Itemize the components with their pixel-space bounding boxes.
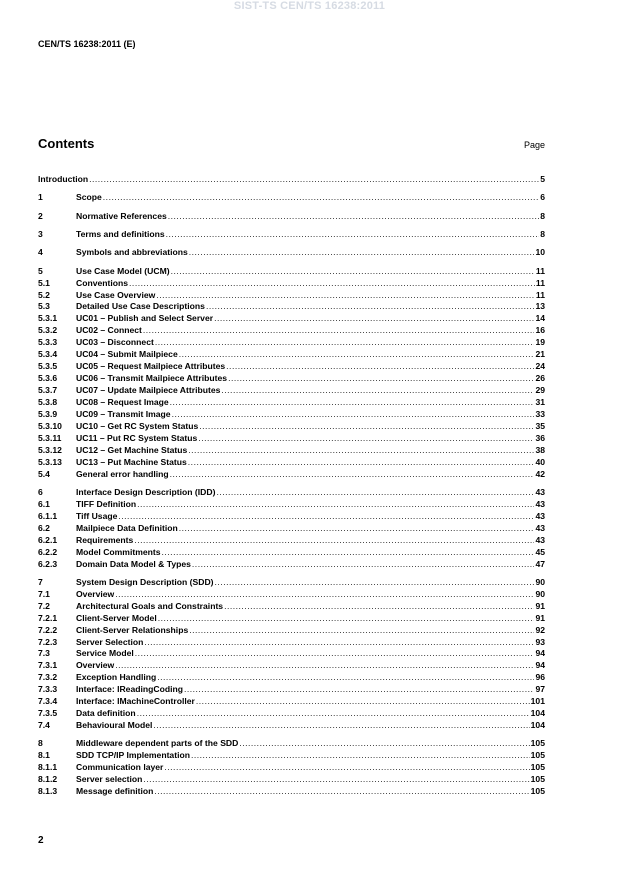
toc-entry[interactable]: [38, 433, 545, 445]
toc-entry[interactable]: [38, 409, 545, 421]
toc-entry-title: UC13 – Put Machine Status: [76, 456, 187, 467]
toc-entry-number: 5.3.10: [38, 420, 62, 431]
toc-entry-page: 96: [535, 672, 545, 683]
toc-entry-page: 45: [535, 546, 545, 557]
toc-entry-page: 36: [535, 432, 545, 443]
toc-entry-title: Use Case Model (UCM): [76, 265, 170, 276]
toc-dot-leader: [115, 589, 534, 601]
toc-dot-leader: [154, 786, 529, 798]
toc-entry-page: 104: [530, 720, 545, 731]
toc-dot-leader: [156, 290, 535, 302]
toc-entry[interactable]: [38, 247, 545, 259]
toc-entry-title: Architectural Goals and Constraints: [76, 600, 224, 611]
toc-entry-page: 10: [535, 247, 545, 258]
toc-entry-number: 5.3.5: [38, 361, 58, 372]
toc-entry[interactable]: [38, 535, 545, 547]
toc-entry-page: 43: [535, 498, 545, 509]
toc-dot-leader: [192, 559, 535, 571]
watermark: SIST-TS CEN/TS 16238:2011: [233, 0, 386, 12]
toc-entry-page: 43: [535, 534, 545, 545]
toc-entry[interactable]: [38, 325, 545, 337]
toc-entry[interactable]: [38, 301, 545, 313]
toc-entry-page: 29: [535, 385, 545, 396]
toc-entry[interactable]: [38, 696, 545, 708]
toc-entry-page: 38: [535, 444, 545, 455]
toc-entry-title: Tiff Usage: [76, 510, 118, 521]
toc-entry-title: Behavioural Model: [76, 720, 153, 731]
toc-entry-title: Client-Server Relationships: [76, 624, 189, 635]
toc-dot-leader: [179, 523, 535, 535]
toc-entry[interactable]: [38, 337, 545, 349]
toc-dot-leader: [226, 361, 534, 373]
toc-entry[interactable]: [38, 229, 545, 241]
toc-entry-title: Interface: IMachineController: [76, 696, 195, 707]
toc-entry-page: 33: [535, 408, 545, 419]
toc-entry-number: 7.3.3: [38, 684, 58, 695]
toc-entry-title: SDD TCP/IP Implementation: [76, 750, 190, 761]
toc-entry[interactable]: [38, 421, 545, 433]
toc-entry-page: 43: [535, 522, 545, 533]
page-number: 2: [38, 835, 44, 846]
toc-entry[interactable]: [38, 457, 545, 469]
toc-entry-page: 31: [535, 396, 545, 407]
toc-entry-title: Overview: [76, 660, 115, 671]
toc-entry[interactable]: [38, 266, 545, 278]
toc-dot-leader: [115, 660, 534, 672]
toc-entry[interactable]: [38, 589, 545, 601]
toc-entry[interactable]: [38, 684, 545, 696]
contents-title: Contents: [38, 136, 95, 151]
toc-entry-title: Service Model: [76, 648, 134, 659]
toc-entry-page: 105: [530, 750, 545, 761]
toc-entry-title: UC06 – Transmit Mailpiece Attributes: [76, 373, 228, 384]
toc-entry-page: 105: [530, 738, 545, 749]
toc-entry-number: 6.1: [38, 498, 50, 509]
toc-entry-number: 6.1.1: [38, 510, 58, 521]
toc-dot-leader: [214, 313, 534, 325]
toc-entry-number: 8.1: [38, 750, 50, 761]
toc-entry-title: Server Selection: [76, 636, 144, 647]
toc-entry[interactable]: [38, 601, 545, 613]
toc-entry-page: 92: [535, 624, 545, 635]
toc-entry-page: 105: [530, 774, 545, 785]
toc-entry-title: Client-Server Model: [76, 612, 157, 623]
toc-dot-leader: [153, 720, 529, 732]
toc-entry-title: Interface Design Description (IDD): [76, 486, 216, 497]
toc-entry-number: 1: [38, 192, 43, 203]
toc-entry-number: 8.1.2: [38, 774, 58, 785]
toc-dot-leader: [103, 192, 539, 204]
toc-entry[interactable]: [38, 349, 545, 361]
toc-entry[interactable]: [38, 559, 545, 571]
toc-entry-title: Message definition: [76, 786, 154, 797]
toc-entry[interactable]: [38, 738, 545, 750]
toc-entry-title: Use Case Overview: [76, 289, 156, 300]
toc-entry-title: Interface: IReadingCoding: [76, 684, 183, 695]
toc-entry[interactable]: [38, 487, 545, 499]
toc-entry-number: 5.3.12: [38, 444, 62, 455]
toc-entry-title: UC11 – Put RC System Status: [76, 432, 198, 443]
toc-dot-leader: [137, 499, 534, 511]
toc-entry[interactable]: [38, 511, 545, 523]
toc-dot-leader: [164, 762, 529, 774]
toc-entry-page: 35: [535, 420, 545, 431]
toc-entry-page: 26: [535, 373, 545, 384]
toc-entry-number: 6: [38, 486, 43, 497]
toc-dot-leader: [224, 601, 534, 613]
toc-dot-leader: [157, 672, 534, 684]
toc-entry-title: Symbols and abbreviations: [76, 247, 188, 258]
toc-entry-title: General error handling: [76, 468, 169, 479]
toc-dot-leader: [228, 373, 534, 385]
toc-entry-number: 7.3.2: [38, 672, 58, 683]
toc-entry-number: 5.3.4: [38, 349, 58, 360]
toc-entry-title: Normative References: [76, 210, 167, 221]
toc-entry-page: 19: [535, 337, 545, 348]
toc-entry-page: 43: [535, 510, 545, 521]
toc-entry-page: 91: [535, 600, 545, 611]
toc-entry-number: 6.2.3: [38, 558, 58, 569]
toc-dot-leader: [188, 457, 535, 469]
toc-entry[interactable]: [38, 613, 545, 625]
toc-dot-leader: [135, 648, 535, 660]
toc-entry-number: 5.2: [38, 289, 50, 300]
toc-entry-number: 8.1.1: [38, 762, 58, 773]
toc-entry[interactable]: [38, 660, 545, 672]
toc-entry-page: 6: [540, 192, 545, 203]
toc-dot-leader: [188, 445, 534, 457]
toc-entry[interactable]: [38, 361, 545, 373]
toc-entry-page: 91: [535, 612, 545, 623]
toc-entry-title: UC05 – Request Mailpiece Attributes: [76, 361, 226, 372]
toc-dot-leader: [172, 409, 535, 421]
toc-dot-leader: [221, 385, 534, 397]
toc-entry-page: 93: [535, 636, 545, 647]
toc-dot-leader: [189, 247, 535, 259]
toc-entry-title: Model Commitments: [76, 546, 161, 557]
toc-entry-title: Requirements: [76, 534, 134, 545]
toc-entry[interactable]: [38, 469, 545, 481]
toc-entry-number: 7.2.1: [38, 612, 58, 623]
toc-entry-page: 42: [535, 468, 545, 479]
toc-entry[interactable]: [38, 648, 545, 660]
toc-entry-page: 11: [535, 265, 545, 276]
toc-entry-title: UC12 – Get Machine Status: [76, 444, 188, 455]
toc-entry-number: 5.3.9: [38, 408, 58, 419]
toc-entry[interactable]: [38, 762, 545, 774]
toc-entry[interactable]: [38, 625, 545, 637]
toc-entry-number: 7.3.5: [38, 708, 58, 719]
toc-dot-leader: [196, 696, 530, 708]
toc-entry-number: 6.2: [38, 522, 50, 533]
toc-entry[interactable]: [38, 708, 545, 720]
toc-entry-page: 8: [540, 210, 545, 221]
toc-entry-number: 7.2.2: [38, 624, 58, 635]
toc-entry-page: 21: [535, 349, 545, 360]
toc-entry-page: 90: [535, 588, 545, 599]
toc-entry-title: Detailed Use Case Descriptions: [76, 301, 205, 312]
toc-entry-number: 7.1: [38, 588, 50, 599]
toc-entry-number: 5.3.7: [38, 385, 58, 396]
toc-entry-page: 101: [530, 696, 545, 707]
toc-entry-page: 104: [530, 708, 545, 719]
toc-dot-leader: [155, 337, 535, 349]
toc-entry-title: UC02 – Connect: [76, 325, 142, 336]
toc-entry-page: 94: [535, 660, 545, 671]
toc-dot-leader: [170, 397, 535, 409]
toc-entry-number: 5.3.13: [38, 456, 62, 467]
toc-entry[interactable]: [38, 577, 545, 589]
toc-entry-page: 11: [535, 277, 545, 288]
toc-entry[interactable]: [38, 720, 545, 732]
toc-dot-leader: [129, 278, 535, 290]
toc-entry-page: 5: [540, 174, 545, 184]
toc-entry-page: 94: [535, 648, 545, 659]
toc-entry-number: 4: [38, 247, 43, 258]
toc-dot-leader: [184, 684, 534, 696]
toc-dot-leader: [215, 577, 535, 589]
toc-entry-number: 7.4: [38, 720, 50, 731]
toc-dot-leader: [168, 211, 539, 223]
toc-entry-title: Overview: [76, 588, 115, 599]
toc-entry[interactable]: [38, 385, 545, 397]
toc-entry-page: 11: [535, 289, 545, 300]
toc-dot-leader: [216, 487, 534, 499]
toc-dot-leader: [198, 433, 534, 445]
toc-entry-number: 7.2: [38, 600, 50, 611]
toc-entry-page: 105: [530, 786, 545, 797]
toc-entry-number: 5.3.2: [38, 325, 58, 336]
toc-entry-number: 5.3: [38, 301, 50, 312]
toc-entry-page: 47: [535, 558, 545, 569]
toc-entry-page: 90: [535, 576, 545, 587]
toc-dot-leader: [143, 774, 529, 786]
toc-entry[interactable]: [38, 499, 545, 511]
toc-entry-title: Introduction: [38, 174, 89, 184]
table-of-contents: [38, 174, 545, 798]
toc-entry[interactable]: [38, 786, 545, 798]
toc-dot-leader: [118, 511, 534, 523]
toc-entry-title: Domain Data Model & Types: [76, 558, 191, 569]
toc-entry-number: 5.4: [38, 468, 50, 479]
toc-entry[interactable]: [38, 174, 545, 186]
toc-entry-title: Mailpiece Data Definition: [76, 522, 178, 533]
toc-entry-title: Exception Handling: [76, 672, 157, 683]
toc-entry[interactable]: [38, 774, 545, 786]
toc-entry-number: 6.2.2: [38, 546, 58, 557]
toc-entry-title: Conventions: [76, 277, 129, 288]
toc-entry-title: UC03 – Disconnect: [76, 337, 154, 348]
toc-entry[interactable]: [38, 313, 545, 325]
toc-entry-title: UC07 – Update Mailpiece Attributes: [76, 385, 221, 396]
toc-entry-title: Data definition: [76, 708, 136, 719]
toc-entry-page: 16: [535, 325, 545, 336]
toc-entry-number: 3: [38, 228, 43, 239]
toc-entry-number: 5.3.1: [38, 313, 58, 324]
page-column-label: Page: [523, 140, 545, 150]
toc-entry[interactable]: [38, 397, 545, 409]
toc-entry[interactable]: [38, 547, 545, 559]
toc-dot-leader: [171, 266, 535, 278]
toc-entry-number: 7.3: [38, 648, 50, 659]
toc-dot-leader: [191, 750, 530, 762]
toc-entry-title: System Design Description (SDD): [76, 576, 214, 587]
toc-dot-leader: [170, 469, 535, 481]
toc-dot-leader: [189, 625, 534, 637]
toc-entry[interactable]: [38, 373, 545, 385]
toc-entry-page: 24: [535, 361, 545, 372]
toc-entry-title: Middleware dependent parts of the SDD: [76, 738, 239, 749]
toc-entry-title: Terms and definitions: [76, 228, 165, 239]
toc-entry[interactable]: [38, 672, 545, 684]
toc-entry[interactable]: [38, 211, 545, 223]
toc-dot-leader: [143, 325, 535, 337]
toc-entry[interactable]: [38, 278, 545, 290]
toc-entry-title: TIFF Definition: [76, 498, 137, 509]
toc-dot-leader: [162, 547, 535, 559]
toc-entry-page: 8: [540, 228, 545, 239]
toc-entry-page: 40: [535, 456, 545, 467]
toc-entry-number: 6.2.1: [38, 534, 58, 545]
toc-dot-leader: [144, 637, 534, 649]
toc-entry-number: 7.3.1: [38, 660, 58, 671]
toc-dot-leader: [166, 229, 540, 241]
toc-dot-leader: [239, 738, 529, 750]
toc-entry-title: UC09 – Transmit Image: [76, 408, 171, 419]
toc-entry-title: UC01 – Publish and Select Server: [76, 313, 214, 324]
toc-entry-title: UC04 – Submit Mailpiece: [76, 349, 178, 360]
toc-entry-number: 5: [38, 265, 43, 276]
toc-entry-number: 5.3.6: [38, 373, 58, 384]
toc-entry-title: Scope: [76, 192, 102, 203]
toc-entry-number: 7.3.4: [38, 696, 58, 707]
toc-entry[interactable]: [38, 750, 545, 762]
toc-entry-page: 14: [535, 313, 545, 324]
toc-entry-number: 8: [38, 738, 43, 749]
toc-entry-number: 7: [38, 576, 43, 587]
toc-entry-number: 5.3.11: [38, 432, 62, 443]
toc-dot-leader: [89, 174, 539, 186]
toc-entry[interactable]: [38, 290, 545, 302]
toc-dot-leader: [179, 349, 535, 361]
toc-dot-leader: [137, 708, 530, 720]
toc-entry-page: 43: [535, 486, 545, 497]
toc-entry[interactable]: [38, 445, 545, 457]
toc-entry-page: 13: [535, 301, 545, 312]
toc-dot-leader: [158, 613, 535, 625]
document-id: CEN/TS 16238:2011 (E): [38, 39, 136, 49]
toc-dot-leader: [199, 421, 534, 433]
toc-entry-number: 5.3.3: [38, 337, 58, 348]
toc-entry[interactable]: [38, 192, 545, 204]
toc-dot-leader: [134, 535, 534, 547]
toc-entry-number: 2: [38, 210, 43, 221]
toc-dot-leader: [206, 301, 534, 313]
toc-entry-title: Server selection: [76, 774, 143, 785]
toc-entry-number: 5.1: [38, 277, 50, 288]
toc-entry-number: 8.1.3: [38, 786, 58, 797]
toc-entry-number: 7.2.3: [38, 636, 58, 647]
toc-entry[interactable]: [38, 637, 545, 649]
toc-entry-page: 105: [530, 762, 545, 773]
toc-entry-page: 97: [535, 684, 545, 695]
toc-entry-title: UC10 – Get RC System Status: [76, 420, 199, 431]
toc-entry[interactable]: [38, 523, 545, 535]
toc-entry-number: 5.3.8: [38, 396, 58, 407]
toc-entry-title: Communication layer: [76, 762, 164, 773]
toc-entry-title: UC08 – Request Image: [76, 396, 169, 407]
